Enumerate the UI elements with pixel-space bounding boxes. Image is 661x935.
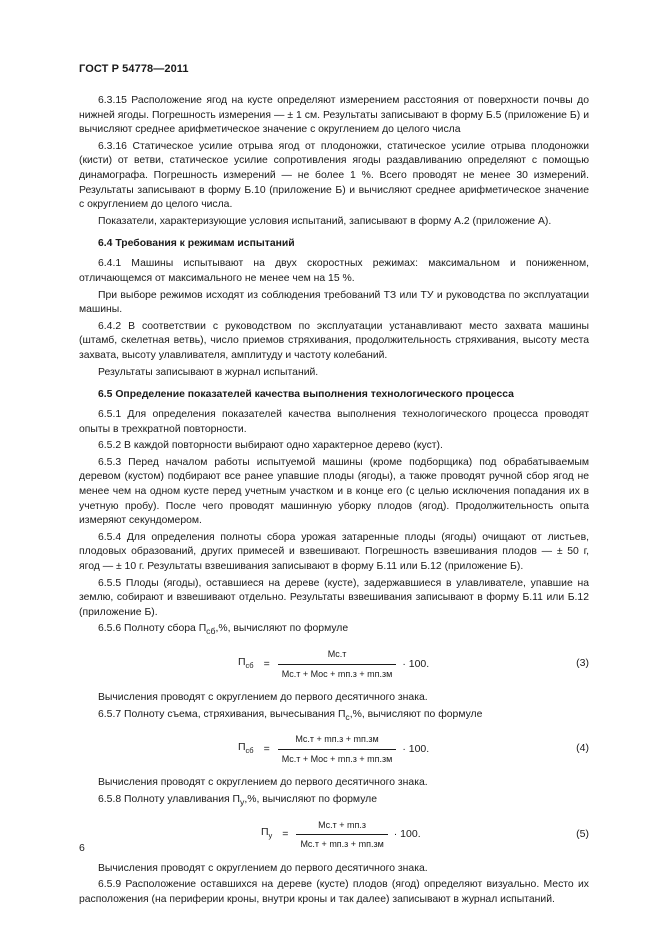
equation-number: (3) [576,657,589,670]
formula-numerator: Mс.т + mп.з + mп.зм [295,734,379,745]
formula-lhs: $П_{сб}$ [238,655,254,670]
equation-number: (5) [576,827,589,840]
standard-header: ГОСТ Р 54778—2011 [79,63,189,75]
paragraph-6-5-7: 6.5.7 Полноту съема, стряхивания, вычесывания $П_с,\%$, вычисляют по формуле [98,708,483,722]
paragraph-results-journal: Результаты записывают в журнал испытаний. [98,366,319,378]
equation-number: (4) [576,742,589,755]
paragraph-6-5-6: 6.5.6 Полноту сбора $П_{сб},\%$, вычисляют по формуле [98,623,349,637]
paragraph-conditions: Показатели, характеризующие условия испытаний, записывают в форму А.2 (приложение А). [98,215,552,227]
paragraph-6-4-2: 6.4.2 В соответствии с руководством по эксплуатации устанавливают место захвата машины (штамб, скелетная ветвь), число приемов стряхивания, продолжительность стряхивания, высоту места захвата, высоту улавливателя, амплитуду и частоту колебаний. [79,320,589,361]
formula-fraction [278,732,397,766]
document-body [79,94,589,909]
paragraph-6-5-5: 6.5.5 Плоды (ягоды), оставшиеся на дереве (кусте), задержавшиеся в улавливателе, упавшие на землю, собирают и взвешивают отдельно. Результаты взвешивания записывают в форму Б.11 или Б.12 (приложение Б). [79,577,589,618]
paragraph-modes: При выборе режимов исходят из соблюдения требований ТЗ или ТУ и руководства по эксплуатации машины. [79,289,589,316]
paragraph-6-3-16: 6.3.16 Статическое усилие отрыва ягод от плодоножки, статическое усилие отрыва плодоножки (кисти) от ветви, статическое усилие сопротивления ягоды раздавливанию определяют с помощью динамографа. Погрешность измерений — не более 1 %. Всего проводят не менее 30 измерений. Результаты записывают в форму Б.10 (приложение Б) и вычисляют среднее арифметическое значение с округлением до целого числа. [79,140,589,211]
paragraph-6-5-1: 6.5.1 Для определения показателей качества выполнения технологического процесса проводят опыты в трехкратной повторности. [79,409,589,435]
formula-lhs: $П_у$ [261,826,273,841]
formula-4: $П_{сб}$ = $\frac{Mс.т + mп.з + mп.зм}{\text{Mс.т + Mос + mп.з + mп.зм}}$ · 100. (4) [79,726,589,772]
section-heading-6-4: 6.4 Требования к режимам испытаний [98,238,295,250]
formula-denominator: Mс.т + Mос + mп.з + mп.зм [278,664,397,682]
formula-fraction [278,647,397,681]
page-number: 6 [79,842,85,854]
paragraph-6-5-2: 6.5.2 В каждой повторности выбирают одно характерное дерево (куст). [98,440,443,452]
formula-lhs: $П_{сб}$ [238,741,254,756]
paragraph-6-5-4: 6.5.4 Для определения полноты сбора урожая затаренные плоды (ягоды) очищают от листьев, плодовых образований, других примесей и взвешивают. Погрешность взвешивания плодов — ± 50 г, ягод — ± 10 г. Результаты взвешивания записывают в форму Б.11 или Б.12 (приложение Б). [79,531,589,573]
formula-denominator: Mс.т + mп.з + mп.зм [296,834,387,852]
formula-numerator: Mс.т + mп.з [318,819,367,830]
formula-denominator: Mс.т + Mос + mп.з + mп.зм [278,749,397,767]
paragraph-6-5-9: 6.5.9 Расположение оставшихся на дереве (кусте) плодов (ягод) определяют визуально. Место их расположения (на периферии кроны, внутри кроны и так далее) записывают в журнал испытаний. [79,879,589,905]
paragraph-6-4-1: 6.4.1 Машины испытывают на двух скоростных режимах: максимальном и пониженном, отличающемся от максимального не менее чем на 15 %. [79,258,589,284]
note-rounding-4: Вычисления проводят с округлением до первого десятичного знака. [98,777,428,789]
section-heading-6-5: 6.5 Определение показателей качества выполнения технологического процесса [98,389,514,401]
formula-fraction [296,818,387,852]
formula-numerator: Mс.т [327,649,347,660]
paragraph-6-5-3: 6.5.3 Перед началом работы испытуемой машины (кроме подборщика) под обрабатываемым деревом (кустом) подбирают все ранее упавшие плоды (ягоды), а также проводят ручной сбор ягод не менее чем на одном кусте перед учетным участком и в конце его (с целью исключения попадания их в учетную пробу). После чего проводят машинную уборку плодов (ягод). Продолжительность опыта измеряют секундомером. [79,456,589,527]
note-rounding-5: Вычисления проводят с округлением до первого десятичного знака. [98,862,428,874]
note-rounding-3: Вычисления проводят с округлением до первого десятичного знака. [98,692,428,704]
formula-3: $П_{сб}$ = $\frac{Mс.т}{\text{Mс.т + Mос + mп.з + mп.зм}}$ · 100. (3) [79,641,589,687]
formula-5: $П_у$ = $\frac{Mс.т + mп.з}{Mс.т + mп.з + mп.зм}$ · 100. (5) [79,812,589,858]
paragraph-6-5-8: 6.5.8 Полноту улавливания $П_у,\%$, вычисляют по формуле [98,793,377,808]
paragraph-6-3-15: 6.3.15 Расположение ягод на кусте определяют измерением расстояния от поверхности почвы до нижней ягоды. Погрешность измерения — ± 1 см. Результаты записывают в форму Б.5 (приложение Б) и вычисляют среднее арифметическое значение с округлением до целого числа [79,95,589,136]
